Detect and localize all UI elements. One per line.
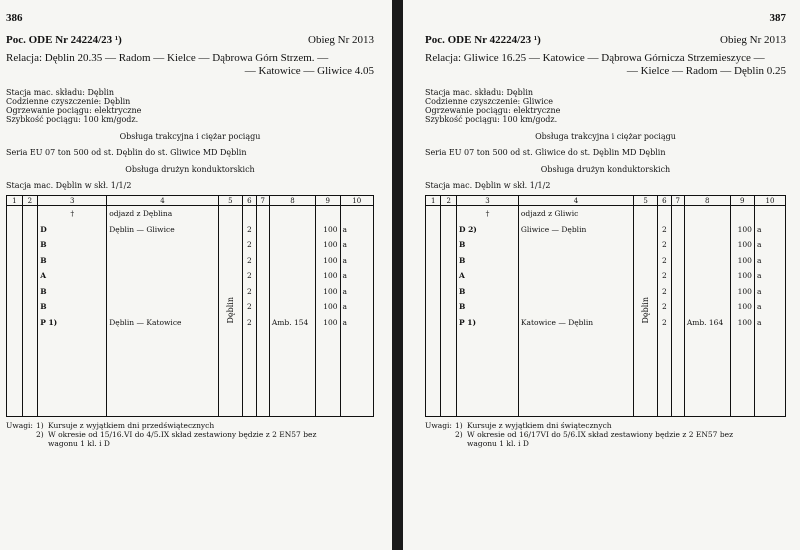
col-header: 5 — [218, 196, 243, 206]
vertical-station: Dęblin — [225, 296, 235, 324]
note-code: a — [340, 253, 373, 269]
table-row — [7, 206, 374, 222]
col-header: 2 — [22, 196, 38, 206]
speed: 100 — [316, 237, 341, 253]
note-code: a — [754, 315, 785, 331]
table-row — [426, 206, 786, 222]
col-header: 6 — [243, 196, 256, 206]
car-type: B — [38, 253, 107, 269]
table-row — [7, 315, 374, 331]
car-type: P 1) — [38, 315, 107, 331]
book-gutter — [392, 0, 403, 550]
info-line: Szybkość pociągu: 100 km/godz. — [425, 115, 558, 124]
crew-title: Obsługa drużyn konduktorskich — [125, 165, 255, 174]
class: 2 — [658, 222, 671, 238]
note-text: W okresie od 16/17VI do 5/6.IX skład zestawiony będzie z 2 EN57 bez — [467, 430, 734, 439]
col-header: 2 — [441, 196, 456, 206]
page-number: 387 — [769, 12, 786, 24]
speed: 100 — [730, 299, 754, 315]
car-type: B — [38, 237, 107, 253]
col-header: 8 — [269, 196, 315, 206]
note-code: a — [340, 315, 373, 331]
train-info — [425, 88, 786, 124]
route: Gliwice — Dęblin — [518, 222, 633, 238]
note-text: Kursuje z wyjątkiem dni świątecznych — [467, 421, 612, 430]
info-line: Szybkość pociągu: 100 km/godz. — [6, 115, 139, 124]
col-header: 3 — [456, 196, 518, 206]
class: 2 — [243, 253, 256, 269]
note-text: Kursuje z wyjątkiem dni przedświątecznych — [48, 421, 215, 430]
relation — [6, 52, 374, 78]
traction-series: Seria EU 07 ton 500 od st. Gliwice do st. Dęblin MD Dęblin — [425, 148, 666, 157]
col-header: 6 — [658, 196, 671, 206]
car-type: D — [38, 222, 107, 238]
col-header: 1 — [426, 196, 441, 206]
car-type: B — [456, 284, 518, 300]
car-type: B — [456, 299, 518, 315]
class: 2 — [658, 253, 671, 269]
class: 2 — [658, 284, 671, 300]
note-code: a — [754, 284, 785, 300]
car-type: B — [456, 237, 518, 253]
speed: 100 — [730, 222, 754, 238]
note-row: 2) W okresie od 16/17VI do 5/6.IX skład zestawiony będzie z 2 EN57 bez — [455, 430, 734, 439]
class: 2 — [243, 222, 256, 238]
col-header: 7 — [256, 196, 269, 206]
speed: 100 — [730, 284, 754, 300]
car-type: † — [38, 206, 107, 222]
route: Katowice — Dęblin — [518, 315, 633, 331]
info-line: Ogrzewanie pociągu: elektryczne — [6, 106, 142, 115]
col-header: 5 — [633, 196, 657, 206]
table-row — [7, 237, 374, 253]
note-code: a — [340, 268, 373, 284]
class: 2 — [243, 315, 256, 331]
col-header: 8 — [684, 196, 730, 206]
notes — [425, 421, 786, 448]
speed: 100 — [730, 315, 754, 331]
right-page — [403, 0, 800, 550]
table-row — [7, 299, 374, 315]
note-text: W okresie od 15/16.VI do 4/5.IX skład zestawiony będzie z 2 EN57 bez — [48, 430, 317, 439]
train-header — [6, 34, 374, 46]
speed: 100 — [316, 268, 341, 284]
col-header: 1 — [7, 196, 23, 206]
note-code: a — [340, 299, 373, 315]
class: 2 — [243, 299, 256, 315]
column-headers — [7, 196, 374, 206]
col-header: 4 — [107, 196, 218, 206]
obieg-number: Obieg Nr 2013 — [308, 34, 374, 46]
table-row — [7, 253, 374, 269]
station-column — [633, 206, 657, 417]
note-code: a — [340, 237, 373, 253]
speed: 100 — [316, 284, 341, 300]
car-type: † — [456, 206, 518, 222]
notes — [6, 421, 374, 448]
relation-line-1: Relacja: Dęblin 20.35 — Radom — Kielce — Dąbrowa Górn Strzem. — — [6, 52, 329, 64]
note-code: a — [754, 253, 785, 269]
info-line: Codzienne czyszczenie: Dęblin — [6, 97, 131, 106]
vertical-station: Dęblin — [641, 296, 651, 324]
info-line: Stacja mac. składu: Dęblin — [6, 88, 115, 97]
class: 2 — [658, 299, 671, 315]
notes-label: Uwagi: — [6, 421, 33, 430]
speed: 100 — [730, 253, 754, 269]
route: Dęblin — Katowice — [107, 315, 218, 331]
timetable — [425, 195, 786, 417]
route: odjazd z Gliwic — [518, 206, 633, 222]
crew-title: Obsługa drużyn konduktorskich — [540, 165, 671, 174]
speed: 100 — [730, 237, 754, 253]
table-row — [426, 315, 786, 331]
table-row — [426, 237, 786, 253]
note-code: a — [340, 284, 373, 300]
note-code: a — [754, 299, 785, 315]
table-row — [426, 222, 786, 238]
car-type: A — [456, 268, 518, 284]
speed: 100 — [316, 253, 341, 269]
note-row: Uwagi: 1) Kursuje z wyjątkiem dni świątecznych — [425, 421, 612, 430]
station-column — [218, 206, 243, 417]
col-header: 9 — [316, 196, 341, 206]
car-type: B — [38, 284, 107, 300]
note-text: wagonu 1 kl. i D — [467, 439, 529, 448]
note-code: a — [754, 268, 785, 284]
info-line: Stacja mac. składu: Dęblin — [425, 88, 534, 97]
relation-line-2: — Katowice — Gliwice 4.05 — [244, 65, 374, 77]
traction-title: Obsługa trakcyjna i ciężar pociągu — [535, 132, 676, 141]
car-type: D 2) — [456, 222, 518, 238]
col-header: 10 — [754, 196, 785, 206]
ambulance-ref: Amb. 154 — [269, 315, 315, 331]
car-type: B — [456, 253, 518, 269]
page-number: 386 — [6, 12, 23, 24]
left-page — [0, 0, 392, 550]
relation-line-2: — Kielce — Radom — Dęblin 0.25 — [626, 65, 786, 77]
info-line: Codzienne czyszczenie: Gliwice — [425, 97, 553, 106]
col-header: 7 — [671, 196, 684, 206]
traction-series: Seria EU 07 ton 500 od st. Dęblin do st. Gliwice MD Dęblin — [6, 148, 247, 157]
train-number: Poc. ODE Nr 42224/23 ¹) — [425, 34, 541, 46]
col-header: 10 — [340, 196, 373, 206]
note-row: Uwagi: 1) Kursuje z wyjątkiem dni przedświątecznych — [6, 421, 215, 430]
col-header: 9 — [730, 196, 754, 206]
col-header: 3 — [38, 196, 107, 206]
traction-title: Obsługa trakcyjna i ciężar pociągu — [119, 132, 261, 141]
class: 2 — [243, 237, 256, 253]
note-code: a — [754, 237, 785, 253]
relation-line-1: Relacja: Gliwice 16.25 — Katowice — Dąbrowa Górnicza Strzemieszyce — — [425, 52, 765, 64]
table-row — [7, 268, 374, 284]
note-code: a — [340, 222, 373, 238]
train-header — [425, 34, 786, 46]
station-composition: Stacja mac. Dęblin w skł. 1/1/2 — [425, 181, 551, 190]
note-code: a — [754, 222, 785, 238]
speed: 100 — [316, 315, 341, 331]
class: 2 — [243, 284, 256, 300]
car-type: B — [38, 299, 107, 315]
table-row — [426, 299, 786, 315]
note-text: wagonu 1 kl. i D — [48, 439, 110, 448]
speed: 100 — [730, 268, 754, 284]
class: 2 — [243, 268, 256, 284]
notes-label: Uwagi: — [425, 421, 452, 430]
class: 2 — [658, 237, 671, 253]
route: odjazd z Dęblina — [107, 206, 218, 222]
info-line: Ogrzewanie pociągu: elektryczne — [425, 106, 561, 115]
ambulance-ref: Amb. 164 — [684, 315, 730, 331]
col-header: 4 — [518, 196, 633, 206]
speed: 100 — [316, 222, 341, 238]
train-info — [6, 88, 374, 124]
note-row: 2) W okresie od 15/16.VI do 4/5.IX skład zestawiony będzie z 2 EN57 bez — [36, 430, 317, 439]
relation — [425, 52, 786, 78]
station-composition: Stacja mac. Dęblin w skł. 1/1/2 — [6, 181, 132, 190]
table-row — [426, 268, 786, 284]
class: 2 — [658, 268, 671, 284]
obieg-number: Obieg Nr 2013 — [720, 34, 786, 46]
table-row — [426, 284, 786, 300]
table-row-blank — [426, 330, 786, 417]
train-number: Poc. ODE Nr 24224/23 ¹) — [6, 34, 122, 46]
note-row — [6, 439, 374, 448]
table-row — [7, 222, 374, 238]
car-type: A — [38, 268, 107, 284]
table-row — [7, 284, 374, 300]
table-row-blank — [7, 330, 374, 417]
column-headers — [426, 196, 786, 206]
timetable — [6, 195, 374, 417]
class: 2 — [658, 315, 671, 331]
car-type: P 1) — [456, 315, 518, 331]
speed: 100 — [316, 299, 341, 315]
table-row — [426, 253, 786, 269]
route: Dęblin — Gliwice — [107, 222, 218, 238]
note-row — [425, 439, 786, 448]
